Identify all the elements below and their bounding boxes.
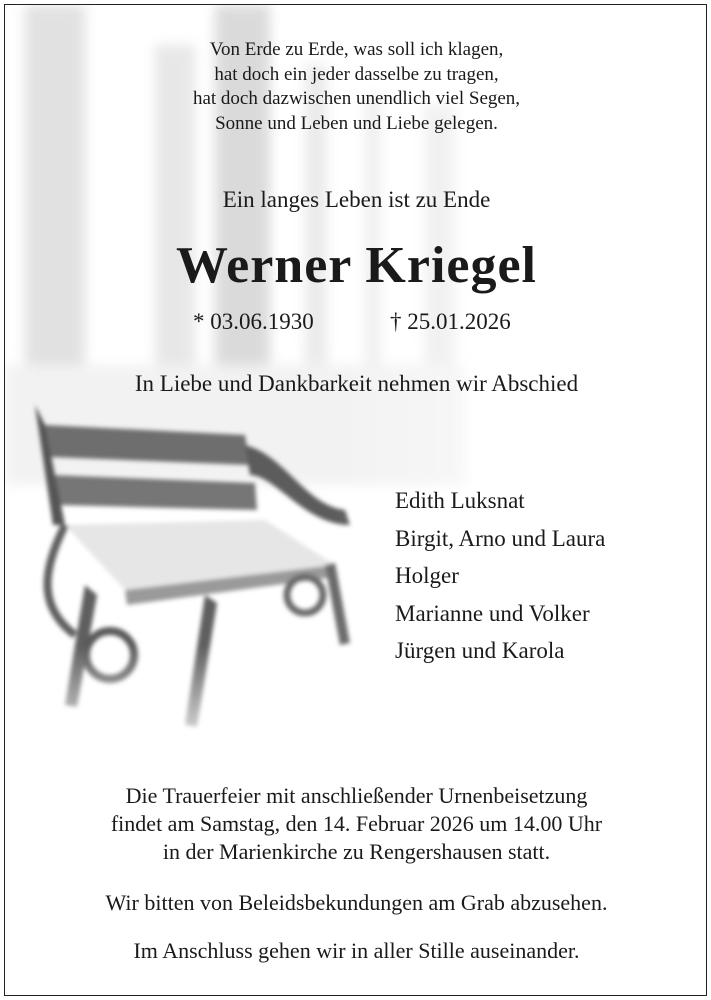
- poem-line: Von Erde zu Erde, was soll ich klagen,: [209, 39, 504, 60]
- deceased-name: Werner Kriegel: [175, 237, 537, 294]
- mourner: Jürgen und Karola: [395, 638, 565, 663]
- poem: [5, 38, 707, 136]
- mourner: Holger: [395, 563, 459, 588]
- mourners-list: [395, 482, 605, 670]
- service-line: Die Trauerfeier mit anschließender Urnenbeisetzung: [125, 783, 588, 808]
- subtitle: Ein langes Leben ist zu Ende: [222, 187, 491, 212]
- obituary-frame: [4, 4, 707, 996]
- closing-line: Im Anschluss gehen wir in aller Stille auseinander.: [133, 938, 580, 963]
- service-line: in der Marienkirche zu Rengershausen statt.: [162, 839, 551, 864]
- death-date: † 25.01.2026: [390, 309, 511, 334]
- mourner: Marianne und Volker: [395, 600, 590, 626]
- condolence-note: Wir bitten von Beleidsbekundungen am Grab abzusehen.: [105, 890, 608, 915]
- farewell-line: In Liebe und Dankbarkeit nehmen wir Abschied: [134, 371, 579, 396]
- birth-date: * 03.06.1930: [193, 309, 314, 334]
- mourner: Edith Luksnat: [395, 488, 525, 513]
- poem-line: Sonne und Leben und Liebe gelegen.: [215, 112, 498, 134]
- service-info: [5, 782, 707, 866]
- mourner: Birgit, Arno und Laura: [395, 525, 606, 551]
- service-line: findet am Samstag, den 14. Februar 2026 um 14.00 Uhr: [110, 811, 603, 836]
- poem-line: hat doch dazwischen unendlich viel Segen,: [192, 88, 521, 109]
- poem-line: hat doch ein jeder dasselbe zu tragen,: [214, 63, 499, 85]
